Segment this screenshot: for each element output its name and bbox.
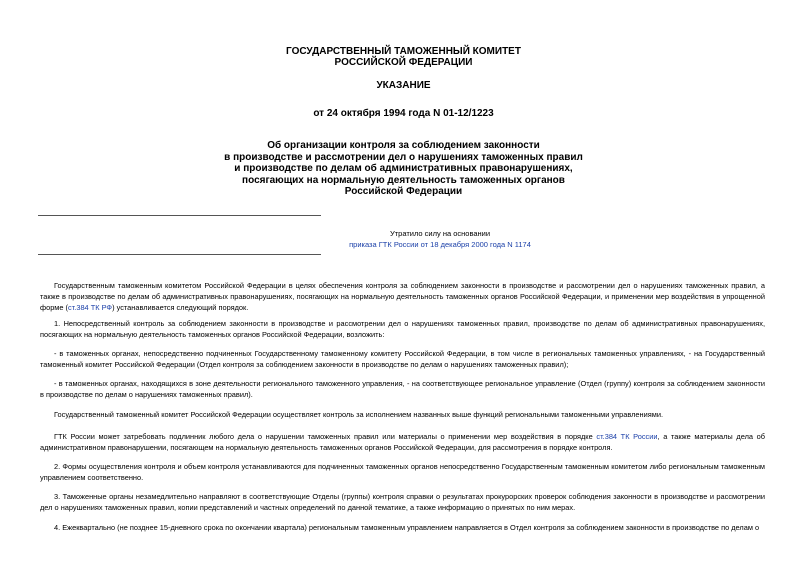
paragraph-sub-1: - в таможенных органах, непосредственно подчиненных Государственному таможенному комитету Российской Федерации, в том числе в региональных таможенных управлениях, - на Государственный таможенный комитет Российской Федерации (Отдел контроля за соблюдением законности в производстве по делам о нарушениях таможенных правил); bbox=[40, 349, 765, 369]
paragraph-sub-2: - в таможенных органах, находящихся в зоне деятельности регионального таможенного управления, - на соответствующее региональное управление (Отдел (группу) контроля за соблюдением законности в производстве по делам о нарушениях таможенных правил). bbox=[40, 379, 765, 399]
title-line: и производстве по делам об административных правонарушениях, bbox=[234, 163, 573, 175]
issuer-line-1: ГОСУДАРСТВЕННЫЙ ТАМОЖЕННЫЙ КОМИТЕТ bbox=[286, 46, 521, 57]
divider-bottom bbox=[38, 254, 321, 255]
repeal-order-link[interactable]: приказа ГТК России от 18 декабря 2000 года N 1174 bbox=[349, 240, 531, 249]
paragraph-item-2: 2. Формы осуществления контроля и объем контроля устанавливаются для подчиненных таможенных органов непосредственно Государственным таможенным комитетом либо региональным таможенным управлением соответственно. bbox=[40, 462, 765, 482]
document-type: УКАЗАНИЕ bbox=[376, 80, 431, 91]
title-line: Об организации контроля за соблюдением законности bbox=[267, 140, 540, 151]
status-note-text: Утратило силу на основании bbox=[389, 229, 491, 238]
title-line: посягающих на нормальную деятельность таможенных органов bbox=[242, 174, 565, 186]
paragraph-item-3: 3. Таможенные органы незамедлительно направляют в соответствующие Отделы (группы) контроля справки о результатах прокурорских проверок соблюдения законности в производстве и рассмотрении дел о нарушениях таможенных правил, копии представлений и частных определений по данной тематике, а также информацию о принятых по ним мерах. bbox=[40, 492, 765, 512]
paragraph-gtk-request bbox=[40, 431, 765, 453]
paragraph-text: ) устанавливается следующий порядок. bbox=[112, 303, 249, 312]
title-line: в производстве и рассмотрении дел о нарушениях таможенных правил bbox=[224, 151, 583, 163]
paragraph-item-1: 1. Непосредственный контроль за соблюдением законности в производстве и рассмотрении дел о нарушениях таможенных правил, производстве по делам об административных правонарушениях, посягающих на нормальную деятельность таможенных органов Российской Федерации, возложить: bbox=[40, 319, 765, 339]
paragraph-text: Государственным таможенным комитетом Российской Федерации в целях обеспечения контроля за соблюдением законности в производстве и рассмотрении дел о нарушениях таможенных правил, а также в производстве по делам об административных правонарушениях, посягающих на нормальную деятельность таможенных органов Российской Федерации, и применении мер воздействия в упрощенной форме ( bbox=[40, 281, 765, 312]
issuer-line-2: РОССИЙСКОЙ ФЕДЕРАЦИИ bbox=[334, 57, 473, 68]
paragraph-text: ГТК России может затребовать подлинник любого дела о нарушении таможенных правил или материалы о применении мер воздействия в порядке bbox=[54, 432, 597, 441]
paragraph-intro bbox=[40, 280, 765, 313]
status-note bbox=[240, 228, 640, 250]
paragraph-control: Государственный таможенный комитет Российской Федерации осуществляет контроль за исполнением названных выше функций региональными таможенными управлениями. bbox=[54, 410, 663, 419]
divider-top bbox=[38, 215, 321, 216]
article-384-link-2[interactable]: ст.384 ТК России bbox=[596, 432, 658, 441]
paragraph-text: , а также материалы дела об административном правонарушении, посягающем на нормальную деятельность таможенных органов Российской Федерации, для рассмотрения в порядке контроля. bbox=[40, 432, 765, 452]
paragraph-item-4: 4. Ежеквартально (не позднее 15-дневного срока по окончании квартала) региональным таможенным управлением направляется в Отдел контроля за соблюдением законности в производстве по делам о bbox=[54, 523, 760, 532]
document-date-number: от 24 октября 1994 года N 01-12/1223 bbox=[313, 108, 494, 119]
title-line: Российской Федерации bbox=[344, 186, 463, 198]
article-384-link[interactable]: ст.384 ТК РФ bbox=[68, 303, 113, 312]
document-title bbox=[0, 140, 807, 198]
